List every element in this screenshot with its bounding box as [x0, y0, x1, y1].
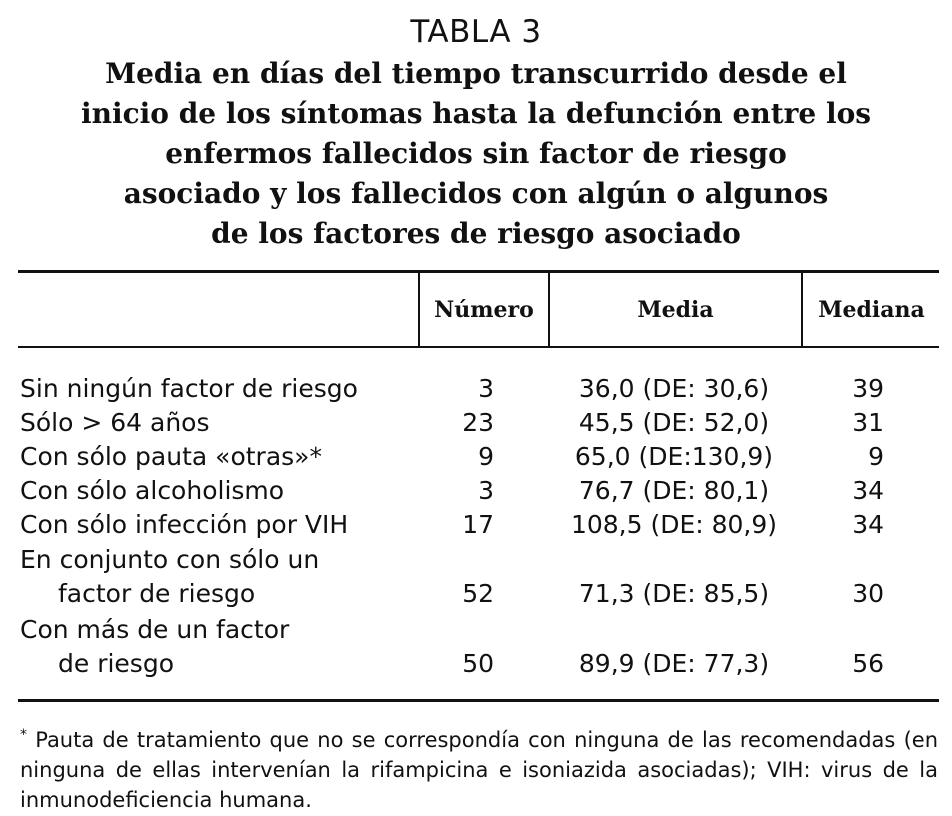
row-label-continuation: de riesgo — [58, 649, 174, 678]
title-line: de los factores de riesgo asociado — [211, 217, 741, 250]
title-line: Media en días del tiempo transcurrido desde el — [105, 57, 847, 90]
header-numero: Número — [434, 297, 534, 323]
cell-numero: 52 — [462, 579, 494, 608]
footnote-text: Pauta de tratamiento que no se correspondía con ninguna de las recomendadas (en ninguna de ellas intervenían la rifampicina e isoniazida asociadas); VIH: virus de la inmunodeficiencia humana. — [20, 728, 938, 812]
cell-media: 71,3 (DE: 85,5) — [578, 579, 770, 608]
header-mediana: Mediana — [818, 297, 925, 323]
cell-numero: 3 — [478, 476, 494, 505]
row-label-continuation: factor de riesgo — [58, 579, 256, 608]
cell-media: 89,9 (DE: 77,3) — [578, 649, 770, 678]
title-line: asociado y los fallecidos con algún o algunos — [123, 177, 829, 210]
cell-mediana: 56 — [852, 649, 884, 678]
table-bottom-rule — [18, 699, 939, 702]
cell-numero: 23 — [462, 408, 494, 437]
cell-media: 108,5 (DE: 80,9) — [570, 510, 778, 539]
cell-mediana: 9 — [868, 442, 884, 471]
cell-media: 76,7 (DE: 80,1) — [578, 476, 770, 505]
cell-numero: 3 — [478, 374, 494, 403]
cell-mediana: 34 — [852, 476, 884, 505]
cell-numero: 9 — [478, 442, 494, 471]
row-label: Con sólo infección por VIH — [20, 510, 349, 539]
cell-mediana: 34 — [852, 510, 884, 539]
row-label: Con sólo alcoholismo — [20, 476, 285, 505]
header-media: Media — [637, 297, 714, 323]
row-label: Con sólo pauta «otras»* — [20, 442, 322, 471]
footnote-marker: * — [20, 727, 27, 743]
cell-numero: 17 — [462, 510, 494, 539]
title-line: enfermos fallecidos sin factor de riesgo — [165, 137, 787, 170]
cell-media: 65,0 (DE:130,9) — [574, 442, 774, 471]
cell-media: 36,0 (DE: 30,6) — [578, 374, 770, 403]
cell-mediana: 39 — [852, 374, 884, 403]
row-label: Sin ningún factor de riesgo — [20, 374, 358, 403]
cell-media: 45,5 (DE: 52,0) — [578, 408, 770, 437]
cell-mediana: 31 — [852, 408, 884, 437]
table-title — [10, 54, 942, 254]
title-line: inicio de los síntomas hasta la defunción entre los — [80, 97, 872, 130]
footnote — [20, 720, 938, 815]
header-rule — [18, 346, 939, 348]
cell-numero: 50 — [462, 649, 494, 678]
row-label: En conjunto con sólo un — [20, 545, 320, 574]
table-label: TABLA 3 — [410, 14, 542, 50]
cell-mediana: 30 — [852, 579, 884, 608]
row-label: Con más de un factor — [20, 615, 290, 644]
row-label: Sólo > 64 años — [20, 408, 210, 437]
